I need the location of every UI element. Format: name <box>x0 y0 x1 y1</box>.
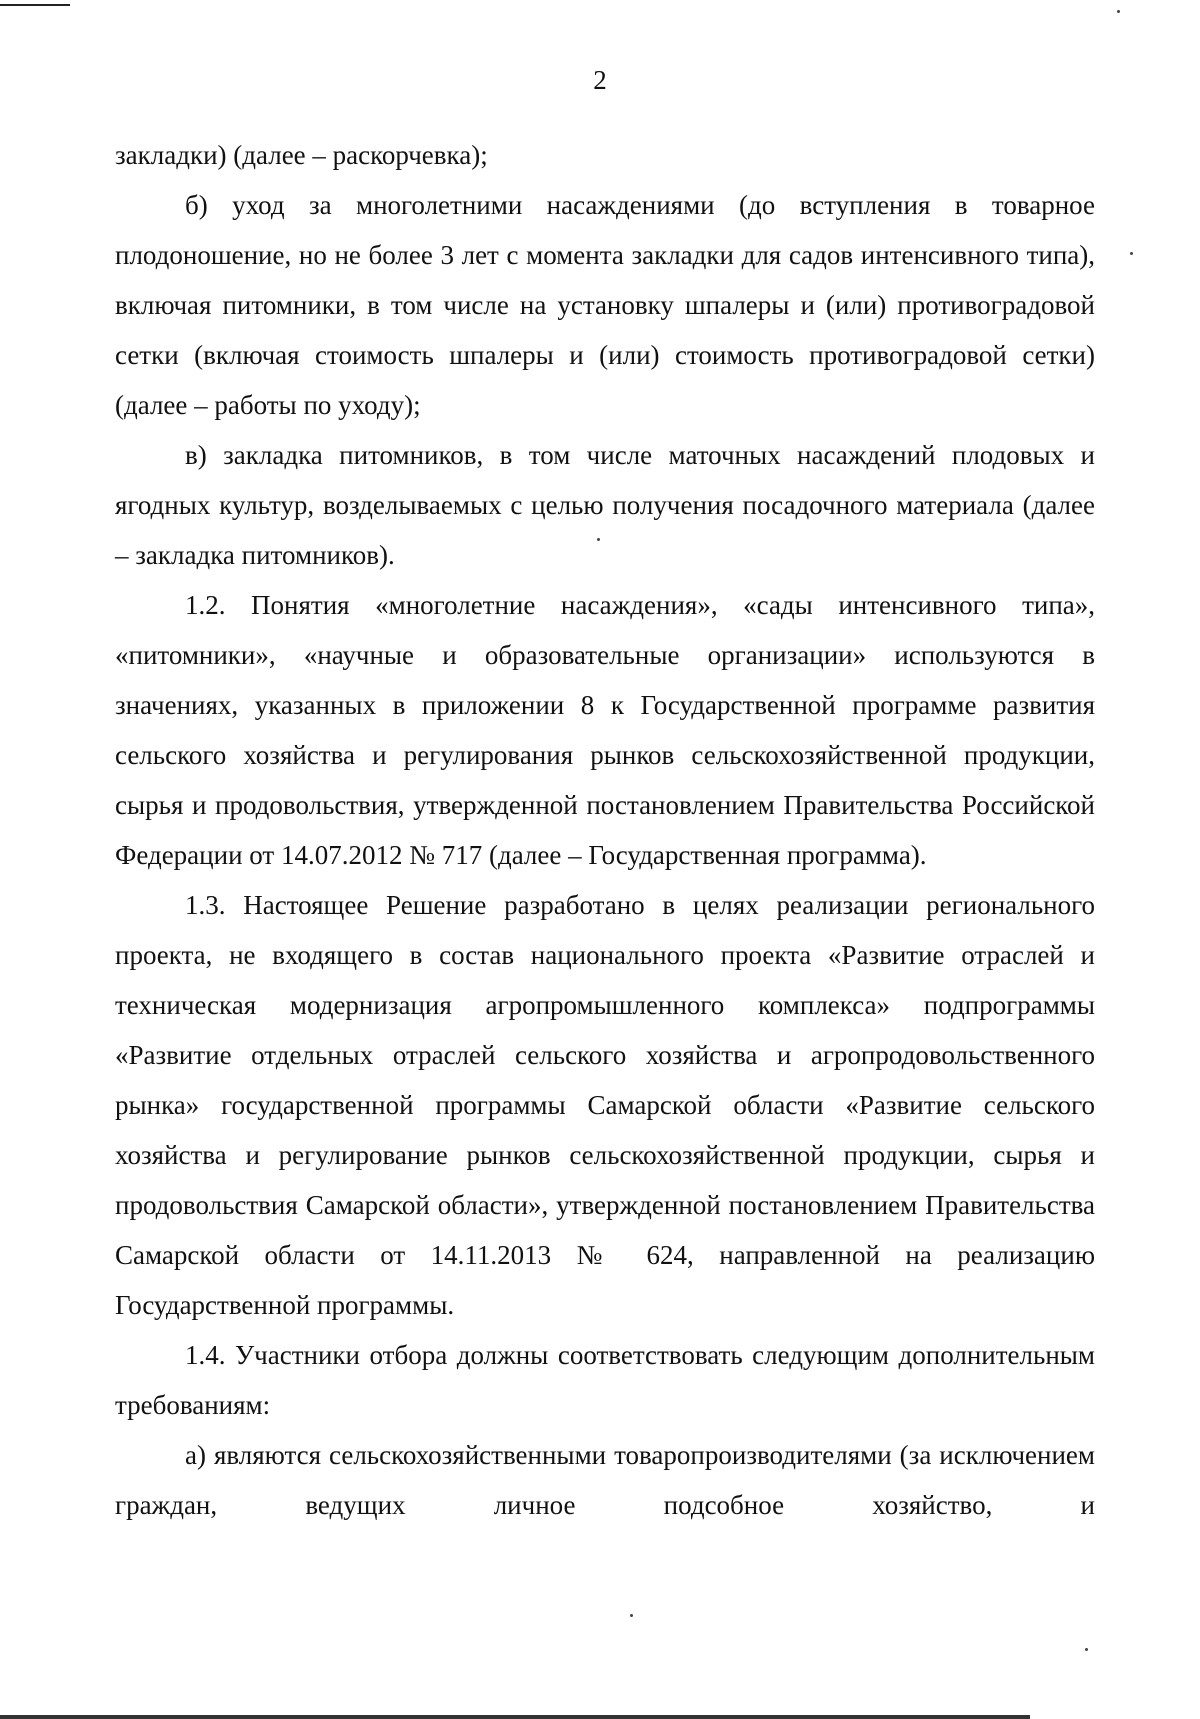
scan-dot <box>1130 252 1133 255</box>
paragraph-1-4: 1.4. Участники отбора должны соответствовать следующим дополнительным требованиям: <box>115 1340 1095 1420</box>
scan-edge-mark-bottom <box>0 1715 1030 1719</box>
paragraph-item-v: в) закладка питомников, в том числе маточных насаждений плодовых и ягодных культур, возделываемых с целью получения посадочного материала (далее – закладка питомников). <box>115 440 1095 570</box>
paragraph-1-3: 1.3. Настоящее Решение разработано в целях реализации регионального проекта, не входящего в состав национального проекта «Развитие отраслей и техническая модернизация агропромышленного комплекса» подпрограммы «Развитие отдельных отраслей сельского хозяйства и агропродовольственного рынка» государственной программы Самарской области «Развитие сельского хозяйства и регулирование рынков сельскохозяйственной продукции, сырья и продовольствия Самарской области», утвержденной постановлением Правительства Самарской области от 14.11.2013 № 624, направленной на реализацию Государственной программы. <box>115 890 1095 1320</box>
document-body <box>115 130 1095 1530</box>
scan-dot <box>597 538 600 541</box>
paragraph-1-2: 1.2. Понятия «многолетние насаждения», «сады интенсивного типа», «питомники», «научные и образовательные организации» используются в значениях, указанных в приложении 8 к Государственной программе развития сельского хозяйства и регулирования рынков сельскохозяйственной продукции, сырья и продовольствия, утвержденной постановлением Правительства Российской Федерации от 14.07.2012 № 717 (далее – Государственная программа). <box>115 590 1095 870</box>
page-number: 2 <box>593 65 607 95</box>
scan-edge-mark-top <box>0 4 70 6</box>
scan-dot <box>630 1614 633 1617</box>
scan-dot <box>1117 10 1120 13</box>
paragraph-item-b: б) уход за многолетними насаждениями (до вступления в товарное плодоношение, но не более 3 лет с момента закладки для садов интенсивного типа), включая питомники, в том числе на установку шпалеры и (или) противоградовой сетки (включая стоимость шпалеры и (или) стоимость противоградовой сетки) (далее – работы по уходу); <box>115 190 1095 420</box>
scan-dot <box>1085 1648 1088 1651</box>
paragraph-item-a: а) являются сельскохозяйственными товаропроизводителями (за исключением граждан, ведущих личное подсобное хозяйство, и <box>115 1440 1095 1520</box>
paragraph-continuation: закладки) (далее – раскорчевка); <box>115 140 488 170</box>
